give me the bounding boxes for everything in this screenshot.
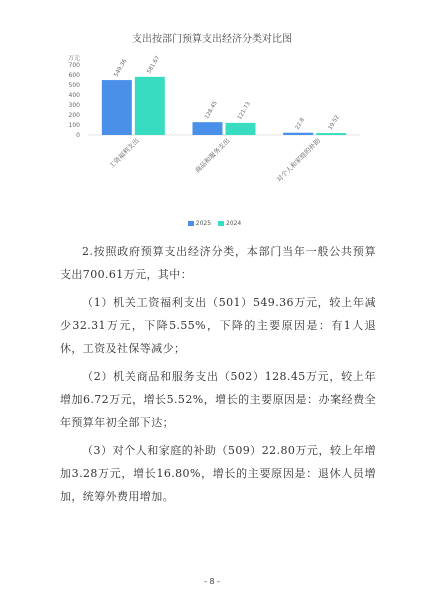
paragraph-intro: 2.按照政府预算支出经济分类，本部门当年一般公共预算支出700.61万元，其中：	[60, 245, 376, 281]
category-label: 商品和服务支出	[193, 136, 232, 175]
paragraph-subsidy: （3）对个人和家庭的补助（509）22.80万元，较上年增加3.28万元，增长16.80%，增长的主要原因是：退休人员增加，统筹外费用增加。	[60, 444, 376, 503]
bar-chart	[0, 50, 424, 220]
y-axis-unit-label: 万元	[67, 55, 80, 62]
y-tick-label: 100	[68, 122, 80, 129]
data-label: 19.52	[327, 114, 341, 132]
chart-title: 支出按部门预算支出经济分类对比图	[132, 34, 292, 45]
y-tick-label: 400	[68, 92, 80, 99]
y-tick-label: 700	[68, 62, 80, 69]
legend-label-2025: 2025	[195, 220, 212, 227]
body-text	[60, 240, 376, 513]
y-tick-label: 300	[68, 102, 80, 109]
data-label: 581.67	[146, 55, 162, 75]
y-tick-label: 0	[76, 132, 80, 139]
data-label: 549.36	[113, 58, 129, 79]
paragraph-salary: （1）机关工资福利支出（501）549.36万元，较上年减少32.31万元，下降5.55%，下降的主要原因是：有1人退休，工资及社保等减少；	[60, 296, 376, 355]
category-label: 工资福利支出	[107, 136, 141, 170]
legend-swatch-2025	[188, 221, 194, 226]
data-label: 121.73	[237, 101, 252, 121]
legend-label-2024: 2024	[225, 220, 242, 227]
y-tick-label: 200	[68, 112, 80, 119]
y-tick-label: 500	[68, 82, 80, 89]
page-number: - 8 -	[204, 577, 220, 586]
bar-2024	[316, 133, 346, 135]
bar-2025	[102, 80, 132, 135]
bar-2025	[283, 133, 313, 135]
data-label: 128.45	[204, 100, 219, 121]
chart-legend	[0, 220, 424, 227]
bar-2025	[193, 122, 223, 135]
bar-2024	[135, 77, 165, 135]
y-tick-label: 600	[68, 72, 80, 79]
bar-2024	[226, 123, 256, 135]
data-label: 22.8	[294, 117, 307, 131]
paragraph-goods-services: （2）机关商品和服务支出（502）128.45万元，较上年增加6.72万元，增长5.52%，增长的主要原因是：办案经费全年预算年初全部下达；	[60, 370, 376, 429]
legend-swatch-2024	[218, 221, 224, 226]
category-label: 对个人和家庭的补助	[275, 136, 323, 184]
